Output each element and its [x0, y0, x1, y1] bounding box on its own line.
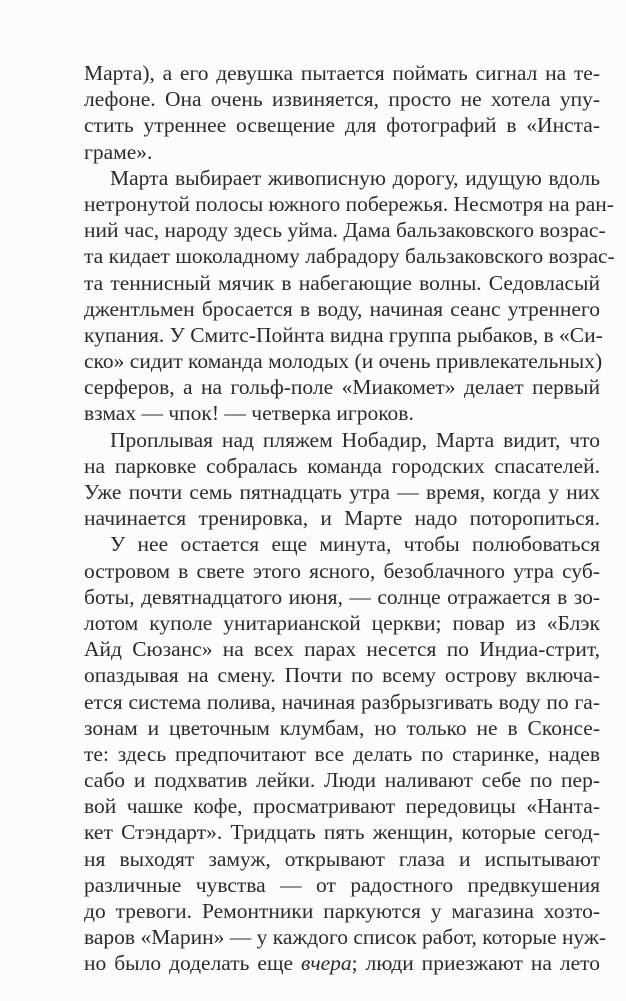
text-line: начинается тренировка, и Марте надо поторопиться. — [84, 506, 600, 531]
paragraph — [84, 427, 600, 532]
text-line: боты, девятнадцатого июня, — солнце отражается в зо- — [84, 584, 600, 609]
text-line: ний час, народу здесь уйма. Дама бальзаковского возрас- — [84, 218, 606, 243]
italic-emphasis: вчера — [301, 951, 352, 976]
text-line: серферов, а на гольф-поле «Миакомет» делает первый — [84, 375, 600, 400]
text-line: лотом куполе унитарианской церкви; повар из «Блэк — [84, 610, 600, 635]
text-line: Айд Сюзанс» на всех парах несется по Индиа-стрит, — [84, 637, 600, 662]
text-line: варов «Марин» — у каждого список работ, которые нуж- — [84, 925, 607, 950]
text-line: вой чашке кофе, просматривают передовицы «Нанта- — [84, 794, 600, 819]
text-line: сабо и подхватив лейки. Люди наливают себе по пер- — [84, 768, 600, 793]
text-line: взмах — чпок! — четверка игроков. — [84, 401, 414, 426]
text-line: та теннисный мячик в набегающие волны. Седовласый — [84, 270, 600, 295]
text-line: ня выходят замуж, открывают глаза и испытывают — [84, 846, 600, 871]
text-line: островом в свете этого ясного, безоблачного утра суб- — [84, 558, 600, 583]
text-segment: но было доделать еще — [84, 951, 302, 976]
paragraph — [84, 60, 600, 165]
text-line: до тревоги. Ремонтники паркуются у магазина хозто- — [84, 899, 600, 923]
text-line: на парковке собралась команда городских спасателей. — [84, 453, 600, 478]
text-line: У нее остается еще минута, чтобы полюбоваться — [110, 532, 600, 557]
text-line: граме». — [84, 139, 153, 164]
text-line: лефоне. Она очень извиняется, просто не хотела упу- — [84, 87, 600, 112]
text-line: Уже почти семь пятнадцать утра — время, когда у них — [84, 480, 600, 504]
text-line: Марта), а его девушка пытается поймать сигнал на те- — [84, 61, 600, 85]
text-line: ется система полива, начиная разбрызгивать воду по га- — [84, 689, 600, 714]
text-line: стить утреннее освещение для фотографий в «Инста- — [84, 113, 600, 138]
text-line: различные чувства — от радостного предвкушения — [84, 872, 600, 897]
text-line: Марта выбирает живописную дорогу, идущую вдоль — [110, 165, 600, 190]
text-line: ско» сидит команда молодых (и очень привлекательных) — [84, 349, 603, 374]
text-line: джентльмен бросается в воду, начиная сеанс утреннего — [84, 296, 600, 321]
paragraph — [84, 165, 615, 427]
text-line: те: здесь предпочитают все делать по старинке, надев — [84, 741, 600, 766]
text-line: опаздывая на смену. Почти по всему острову включа- — [84, 663, 600, 688]
text-segment: ; люди приезжают на лето — [351, 951, 601, 976]
text-line: Проплывая над пляжем Нобадир, Марта видит, что — [110, 427, 600, 452]
text-line: купания. У Смитс-Пойнта видна группа рыбаков, в «Си- — [84, 322, 603, 347]
book-page-text — [84, 60, 615, 977]
text-line — [84, 950, 600, 976]
text-line: зонам и цветочным клумбам, но только не в Сконсе- — [84, 715, 600, 740]
text-line: та кидает шоколадному лабрадору бальзаковского возрас- — [84, 244, 615, 269]
paragraph — [84, 531, 607, 976]
text-line: нетронутой полосы южного побережья. Несмотря на ран- — [84, 191, 614, 216]
text-line: кет Стэндарт». Тридцать пять женщин, которые сегод- — [84, 820, 600, 845]
